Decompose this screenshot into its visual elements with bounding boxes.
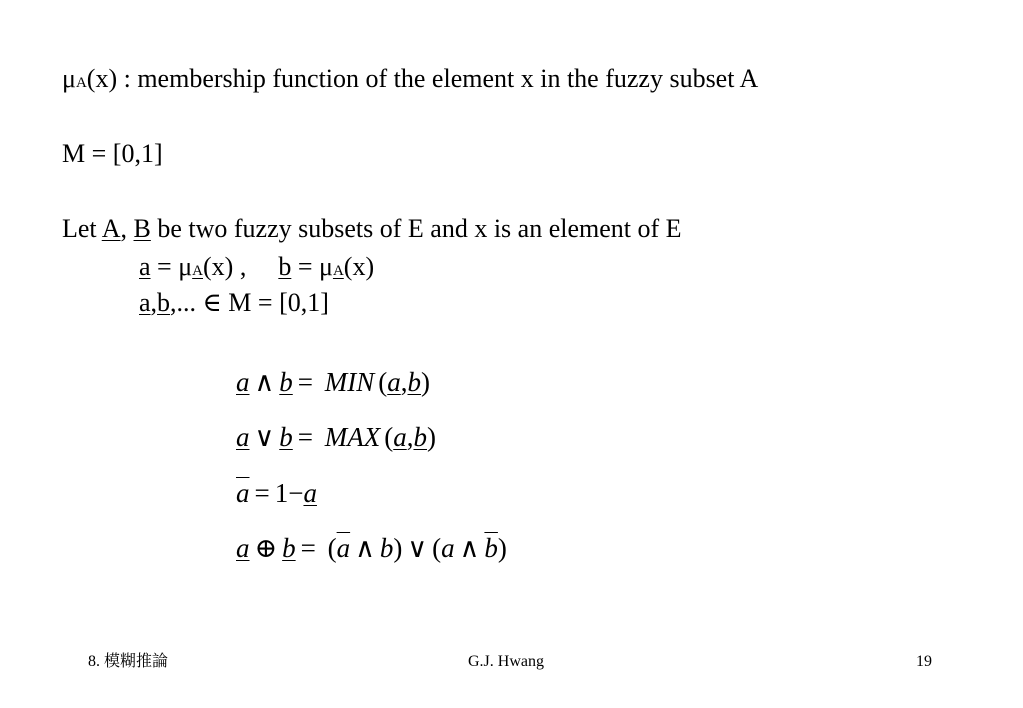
membership-range: M = [0,1] [62, 139, 163, 168]
var-b: b [278, 252, 292, 281]
equals-sign: = [254, 478, 270, 508]
membership-definition [62, 64, 758, 98]
var-a: a [139, 252, 151, 281]
var-b: b [157, 288, 171, 317]
eq-mu-1: = μ [150, 252, 193, 281]
var-a: a [236, 533, 250, 563]
and-symbol: ∧ [355, 533, 375, 563]
subset-b: B [133, 214, 151, 243]
minus-sign: − [288, 478, 304, 508]
definition-text: (x) : membership function of the element x in the fuzzy subset A [86, 64, 759, 93]
value-definitions [139, 252, 374, 286]
and-symbol: ∧ [459, 533, 480, 563]
arg-b: b [407, 367, 421, 397]
subscript-a-1: A [192, 263, 203, 279]
var-a: a [441, 533, 455, 563]
and-symbol: ∧ [254, 367, 275, 397]
fuzzy-subsets-statement [62, 214, 682, 244]
eq-mu-2: = μ [291, 252, 333, 281]
var-a: a [303, 478, 317, 508]
let-word: Let [62, 214, 97, 243]
min-function: MIN [324, 367, 375, 397]
var-b: b [279, 422, 293, 452]
formula-or-max [236, 421, 436, 453]
arg-sep: , [400, 367, 408, 397]
max-function: MAX [324, 422, 381, 452]
x-arg-1: (x) , [203, 252, 247, 281]
paren-close: ) [426, 422, 436, 452]
arg-sep: , [406, 422, 414, 452]
equals-sign: = [300, 533, 316, 563]
formula-and-min [236, 366, 430, 398]
subscript-a: A [75, 75, 87, 91]
formula-complement [236, 477, 317, 509]
x-arg-2: (x) [343, 252, 375, 281]
one-digit: 1 [274, 478, 289, 508]
var-b: b [379, 533, 394, 563]
arg-a: a [393, 422, 407, 452]
var-b-bar: $\overline{b}$ [484, 533, 498, 563]
footer-page-number: 19 [916, 653, 932, 670]
comma: , [150, 288, 158, 317]
formula-xor [236, 532, 507, 564]
var-b: b [282, 533, 296, 563]
subscript-a-2: A [332, 263, 344, 279]
values-in-range [139, 288, 329, 318]
equals-sign: = [297, 367, 313, 397]
range-text: ,... ∈ M = [0,1] [170, 288, 329, 317]
xor-symbol: ⊕ [254, 533, 278, 563]
paren-open: ( [378, 367, 388, 397]
or-symbol: ∨ [407, 533, 428, 563]
var-a: a [139, 288, 151, 317]
paren-open: ( [384, 422, 394, 452]
statement-rest: be two fuzzy subsets of E and x is an element of E [157, 214, 682, 243]
var-a: a [236, 422, 250, 452]
footer-author: G.J. Hwang [468, 653, 544, 670]
mu-symbol: μ [62, 64, 76, 93]
paren-close: ) [393, 533, 403, 563]
equals-sign: = [297, 422, 313, 452]
var-a-bar: $\overline{a}$ [236, 478, 250, 508]
subset-a: A [101, 214, 121, 243]
or-symbol: ∨ [254, 422, 275, 452]
footer-chapter: 8. 模糊推論 [88, 653, 169, 670]
paren-close: ) [421, 367, 430, 397]
var-b: b [279, 367, 293, 397]
comma: , [120, 214, 128, 243]
var-a-bar: $\overline{a}$ [336, 533, 351, 563]
paren-close: ) [497, 533, 507, 563]
paren-open: ( [432, 533, 442, 563]
arg-a: a [387, 367, 401, 397]
arg-b: b [413, 422, 427, 452]
paren-open: ( [327, 533, 337, 563]
var-a: a [236, 367, 250, 397]
